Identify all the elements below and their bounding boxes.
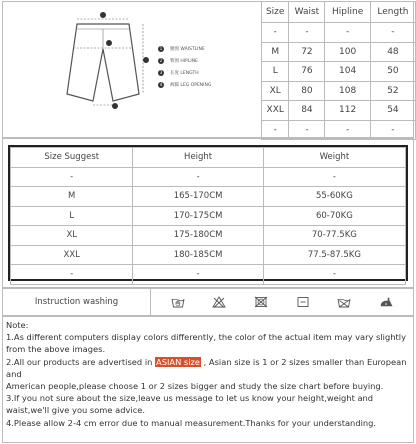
notes-title: Note:	[6, 320, 29, 330]
shorts-outline-icon	[3, 2, 261, 137]
table-header: Length	[370, 2, 415, 23]
legend-item	[158, 67, 211, 79]
table-cell: 70-77.5KG	[263, 226, 405, 246]
legend-label: 长度 LENGTH	[170, 71, 199, 76]
notes-section	[2, 316, 414, 443]
table-cell: -	[263, 167, 405, 187]
table-header: Size Suggest	[11, 148, 133, 168]
table-cell: 180-185CM	[133, 245, 263, 265]
table-cell: 50	[370, 62, 415, 82]
table-cell: 60-70KG	[263, 206, 405, 226]
note-line	[6, 356, 410, 380]
legend-item	[158, 55, 211, 67]
size-chart-section	[2, 1, 414, 138]
table-cell: XXL	[11, 245, 133, 265]
low-iron-icon	[379, 296, 393, 308]
table-header-row	[262, 2, 416, 23]
note-line: 3.If you not sure about the size,leave us message to let us know your height,weight and waist,we'll give you some advice.	[6, 393, 374, 416]
legend-number: 3	[159, 70, 163, 75]
table-cell: M	[11, 187, 133, 207]
table-cell: XL	[262, 81, 289, 101]
size-suggest-section	[2, 138, 414, 288]
table-cell: 175-180CM	[133, 226, 263, 246]
table-cell: L	[11, 206, 133, 226]
table-row	[11, 167, 406, 187]
table-cell: -	[11, 265, 133, 285]
table-cell: 48	[370, 42, 415, 62]
table-header: Size	[262, 2, 289, 23]
table-cell: -	[133, 265, 263, 285]
table-cell: XXL	[262, 101, 289, 121]
table-cell: 54	[370, 101, 415, 121]
table-cell: 80	[289, 81, 325, 101]
table-row	[11, 206, 406, 226]
table-row	[11, 265, 406, 285]
legend-number: 1	[159, 46, 163, 51]
table-header: Weight	[263, 148, 405, 168]
table-cell: -	[370, 120, 415, 140]
note-text: 2.All our products are advertised in	[6, 356, 156, 367]
washing-icons	[151, 296, 413, 308]
table-cell: -	[325, 23, 370, 43]
note-line: 4.Please allow 2-4 cm error due to manual measurement.Thanks for your understanding.	[6, 417, 377, 428]
hand-wash-icon	[171, 296, 185, 308]
no-bleach-icon	[212, 296, 226, 308]
table-row	[262, 120, 416, 140]
table-cell: 165-170CM	[133, 187, 263, 207]
table-cell: 76	[289, 62, 325, 82]
table-header-row	[11, 148, 406, 168]
table-row	[262, 101, 416, 121]
table-row	[262, 42, 416, 62]
legend-label: 腰围 WAISTLINE	[170, 47, 205, 52]
table-cell: -	[262, 120, 289, 140]
no-dry-clean-icon	[337, 296, 351, 308]
table-cell: 100	[325, 42, 370, 62]
table-cell: XL	[11, 226, 133, 246]
legend-item	[158, 43, 211, 55]
table-cell: -	[325, 120, 370, 140]
legend-label: 裤脚 LEG OPENING	[170, 83, 212, 88]
table-cell: -	[133, 167, 263, 187]
size-suggest-frame	[8, 145, 408, 281]
table-cell: -	[289, 120, 325, 140]
table-cell: 108	[325, 81, 370, 101]
legend-label: 臀围 HIPLINE	[170, 59, 198, 64]
note-line: American people,please choose 1 or 2 sizes bigger and study the size chart before buying.	[6, 381, 384, 392]
table-header: Height	[133, 148, 263, 168]
legend-item	[158, 79, 211, 91]
table-cell: 72	[289, 42, 325, 62]
table-cell: 112	[325, 101, 370, 121]
table-cell: -	[263, 265, 405, 285]
table-cell: 170-175CM	[133, 206, 263, 226]
table-cell: 77.5-87.5KG	[263, 245, 405, 265]
diagram-legend	[158, 43, 211, 91]
note-text: , Asian size is 1 or 2 sizes smaller than European and	[6, 356, 407, 379]
table-cell: 55-60KG	[263, 187, 405, 207]
table-cell: -	[262, 23, 289, 43]
table-row	[11, 245, 406, 265]
size-suggest-table	[10, 147, 406, 285]
table-cell: 84	[289, 101, 325, 121]
table-header: Hipline	[325, 2, 370, 23]
table-header: Waist	[289, 2, 325, 23]
washing-label: Instruction washing	[3, 289, 151, 315]
table-cell: -	[370, 23, 415, 43]
table-cell: M	[262, 42, 289, 62]
asian-size-highlight: ASIAN size	[156, 356, 201, 367]
dry-flat-icon	[296, 296, 310, 308]
table-cell: 104	[325, 62, 370, 82]
table-row	[11, 226, 406, 246]
table-cell: 52	[370, 81, 415, 101]
shorts-diagram	[3, 2, 261, 137]
note-line: 1.As different computers display colors differently, the color of the actual item may vary slightly from the above images.	[6, 332, 406, 355]
no-tumble-dry-icon	[254, 296, 268, 308]
legend-number: 2	[159, 58, 163, 63]
legend-number: 4	[159, 82, 163, 87]
size-table	[261, 1, 416, 140]
table-row	[262, 23, 416, 43]
table-row	[262, 62, 416, 82]
table-row	[11, 187, 406, 207]
table-cell: -	[11, 167, 133, 187]
table-cell: L	[262, 62, 289, 82]
table-cell: -	[289, 23, 325, 43]
table-row	[262, 81, 416, 101]
washing-instructions	[2, 288, 414, 316]
